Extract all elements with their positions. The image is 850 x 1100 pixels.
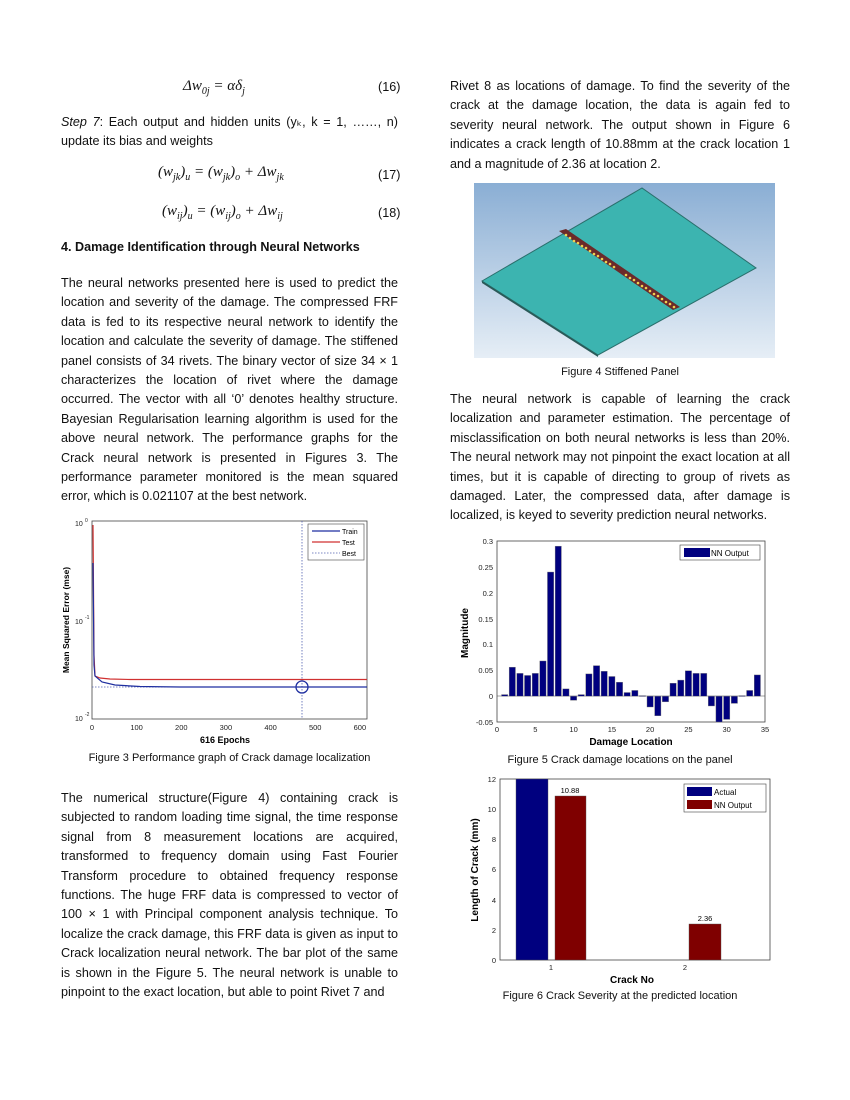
svg-text:100: 100 bbox=[130, 723, 143, 732]
bar bbox=[693, 673, 699, 696]
bar bbox=[570, 696, 576, 700]
bar bbox=[731, 696, 737, 703]
y-axis-label: Mean Squared Error (mse) bbox=[61, 566, 71, 674]
svg-text:0.25: 0.25 bbox=[478, 563, 493, 572]
svg-text:0.15: 0.15 bbox=[478, 615, 493, 624]
bar bbox=[685, 671, 691, 696]
figure-6-bar-chart bbox=[460, 772, 780, 990]
svg-text:300: 300 bbox=[219, 723, 233, 732]
bar bbox=[647, 696, 653, 707]
y-axis-label: Length of Crack (mm) bbox=[470, 818, 481, 922]
paragraph-2 bbox=[61, 789, 398, 1002]
bar bbox=[639, 696, 645, 697]
step-7-paragraph bbox=[61, 113, 398, 152]
bar bbox=[632, 690, 638, 696]
bar bbox=[540, 661, 546, 696]
bar bbox=[670, 683, 676, 696]
svg-text:0.3: 0.3 bbox=[482, 537, 493, 546]
figure-3-performance-chart bbox=[60, 515, 380, 750]
step-text: : Each output and hidden units (yₖ, k = 1, ……, n) update its bias and weights bbox=[61, 115, 398, 149]
svg-text:5: 5 bbox=[533, 725, 538, 734]
svg-text:2: 2 bbox=[682, 963, 688, 972]
data-label-1: 10.88 bbox=[560, 786, 580, 795]
svg-text:20: 20 bbox=[645, 725, 655, 734]
paragraph-3-text: Rivet 8 as locations of damage. To find the severity of the crack at the damage location, the data is again fed to severity neural network. The output shown in Figure 6 indicates a crack length of 10.88mm at the crack location 1 and a magnitude of 2.36 at location 2. bbox=[450, 79, 790, 171]
figure-3-caption: Figure 3 Performance graph of Crack damage localization bbox=[88, 752, 371, 764]
bar bbox=[509, 667, 515, 696]
legend-train: Train bbox=[342, 529, 358, 536]
bar bbox=[708, 696, 714, 706]
svg-text:10: 10 bbox=[569, 725, 578, 734]
svg-text:1: 1 bbox=[548, 963, 554, 972]
svg-text:-1: -1 bbox=[85, 615, 90, 621]
section-heading: 4. Damage Identification through Neural Networks bbox=[61, 240, 360, 254]
bar bbox=[701, 673, 707, 696]
svg-text:2: 2 bbox=[491, 926, 496, 935]
step-label: Step 7 bbox=[61, 115, 100, 129]
legend-test: Test bbox=[342, 540, 355, 547]
svg-text:25: 25 bbox=[684, 725, 693, 734]
bar bbox=[578, 695, 584, 697]
legend-nn-output: NN Output bbox=[711, 549, 749, 558]
bar bbox=[739, 696, 745, 697]
svg-text:600: 600 bbox=[353, 723, 367, 732]
bar bbox=[747, 690, 753, 696]
figure-6-caption: Figure 6 Crack Severity at the predicted location bbox=[502, 990, 738, 1002]
bar bbox=[532, 673, 538, 696]
bar bbox=[547, 572, 553, 696]
bar bbox=[609, 676, 615, 696]
legend-actual: Actual bbox=[714, 788, 737, 797]
paragraph-1-text: The neural networks presented here is used to predict the location and severity of the damage. The compressed FRF data is fed to its respective neural network to identify the location and calculate the severity of damage. The stiffened panel consists of 34 rivets. The binary vector of size 34 × 1 characterizes the location of rivet where the damage occurred. The vector with all ‘0’ denotes healthy structure. Bayesian Regularisation learning algorithm is used for the above neural network. The performance graphs for the Crack neural network is presented in Figures 3. The performance parameter monitored is the mean squared error, which is 0.021107 at the best network. bbox=[61, 276, 398, 504]
equation-number-18: (18) bbox=[378, 206, 401, 220]
svg-text:0.1: 0.1 bbox=[482, 640, 493, 649]
equation-16: $\Delta w_{0j} = \alpha\delta_j$ bbox=[183, 78, 245, 97]
bar bbox=[586, 674, 592, 696]
svg-text:30: 30 bbox=[722, 725, 731, 734]
svg-text:0: 0 bbox=[494, 725, 500, 734]
svg-text:0.05: 0.05 bbox=[478, 666, 493, 675]
paragraph-4 bbox=[450, 390, 790, 526]
bar bbox=[616, 682, 622, 696]
svg-text:15: 15 bbox=[607, 725, 617, 734]
svg-text:10: 10 bbox=[75, 619, 83, 626]
y-axis-label: Magnitude bbox=[460, 608, 471, 658]
svg-text:10: 10 bbox=[75, 521, 83, 528]
data-label-2: 2.36 bbox=[697, 914, 713, 923]
svg-text:0: 0 bbox=[491, 956, 496, 965]
bar bbox=[716, 696, 722, 722]
bar bbox=[754, 675, 760, 696]
legend-nn-output: NN Output bbox=[714, 801, 752, 810]
svg-text:10: 10 bbox=[487, 805, 496, 814]
svg-text:35: 35 bbox=[760, 725, 770, 734]
equation-17: $(w_{jk})_u = (w_{jk})_o + \Delta w_{jk}$ bbox=[158, 164, 284, 183]
x-axis-label: Crack No bbox=[610, 975, 654, 986]
svg-text:200: 200 bbox=[175, 723, 188, 732]
bar bbox=[662, 696, 668, 702]
svg-text:8: 8 bbox=[491, 835, 496, 844]
bar bbox=[593, 666, 599, 697]
figure-4-caption: Figure 4 Stiffened Panel bbox=[561, 366, 679, 378]
svg-text:4: 4 bbox=[491, 896, 496, 905]
svg-text:0: 0 bbox=[488, 692, 493, 701]
figure-5-caption: Figure 5 Crack damage locations on the panel bbox=[507, 754, 733, 766]
svg-text:10: 10 bbox=[75, 716, 83, 723]
bar bbox=[655, 696, 661, 716]
figure-5-bar-chart bbox=[455, 533, 775, 748]
x-axis-label: 616 Epochs bbox=[199, 735, 251, 745]
bar bbox=[624, 693, 630, 697]
bar bbox=[517, 673, 523, 696]
paragraph-2-text: The numerical structure(Figure 4) containing crack is subjected to random loading time signal, the time response signal from 8 measurement locations are acquired, transformed to frequency domain using Fast Fourier Transform procedure to obtained frequency response functions. The huge FRF data is compressed to vector of 100 × 1 with Principal component analysis technique. To localize the crack damage, this FRF data is given as input to Crack localization neural network. The bar plot of the same is shown in the Figure 5. The neural network is unable to pinpoint to the exact location, but able to point Rivet 7 and bbox=[61, 791, 398, 1000]
svg-text:-2: -2 bbox=[85, 712, 90, 718]
svg-text:500: 500 bbox=[308, 723, 322, 732]
bar bbox=[502, 695, 508, 697]
x-axis-label: Damage Location bbox=[589, 737, 673, 748]
bar bbox=[555, 546, 561, 696]
equation-18: $(w_{ij})_u = (w_{ij})_o + \Delta w_{ij}$ bbox=[162, 203, 283, 222]
svg-text:6: 6 bbox=[491, 865, 496, 874]
svg-text:0: 0 bbox=[85, 518, 88, 524]
paragraph-4-text: The neural network is capable of learning the crack localization and parameter estimation. The percentage of misclassification on both neural networks is less than 20%. The neural network may not pinpoint the exact location at all times, but it is capable of directing to group of rivets as damaged. Later, the compressed data, after damage is localized, is keyed to severity prediction neural networks. bbox=[450, 392, 790, 523]
bar bbox=[601, 671, 607, 696]
figure-4-stiffened-panel-image bbox=[474, 183, 775, 358]
svg-text:0.2: 0.2 bbox=[482, 589, 493, 598]
paragraph-1 bbox=[61, 274, 398, 507]
equation-number-17: (17) bbox=[378, 168, 401, 182]
svg-text:-0.05: -0.05 bbox=[475, 718, 493, 727]
svg-text:0: 0 bbox=[89, 723, 95, 732]
svg-text:12: 12 bbox=[487, 775, 496, 784]
equation-number-16: (16) bbox=[378, 80, 401, 94]
svg-text:400: 400 bbox=[264, 723, 277, 732]
paragraph-3 bbox=[450, 77, 790, 174]
bar bbox=[524, 675, 530, 696]
bar bbox=[678, 680, 684, 696]
bar bbox=[563, 689, 569, 696]
bar bbox=[724, 696, 730, 719]
legend-best: Best bbox=[342, 551, 357, 558]
